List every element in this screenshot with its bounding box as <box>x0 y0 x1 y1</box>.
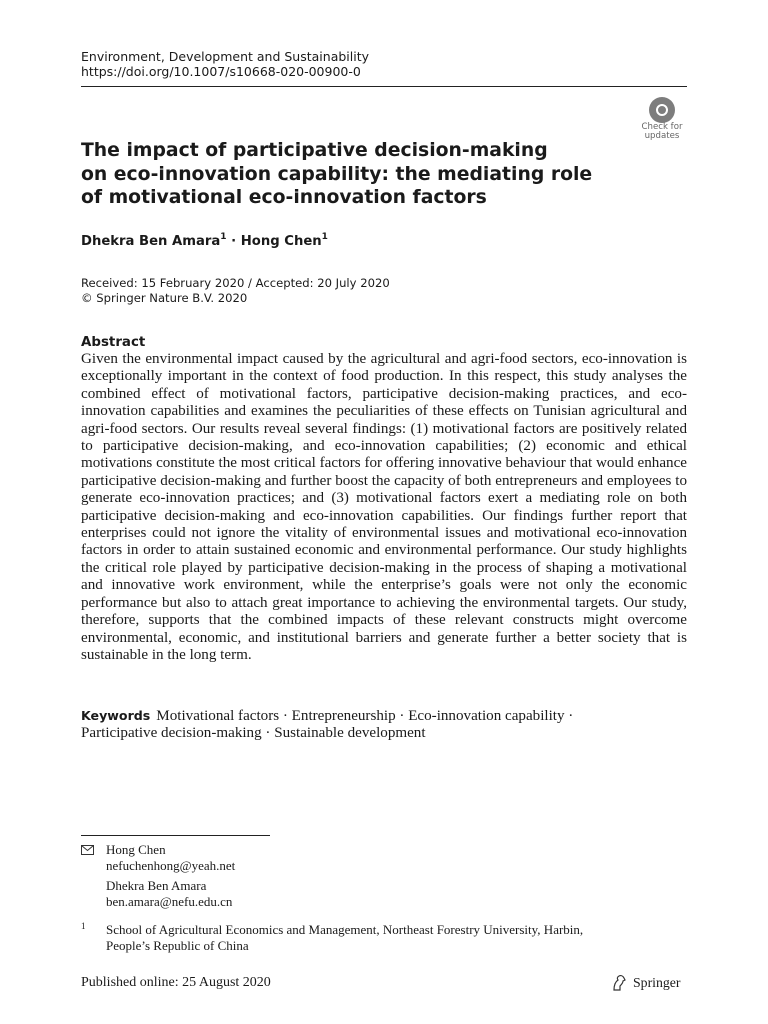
affiliation-marker: 1 <box>321 232 328 242</box>
title-line-1: The impact of participative decision-making <box>81 140 548 161</box>
publisher-name: Springer <box>633 974 681 990</box>
second-contact <box>106 878 232 909</box>
springer-logo[interactable] <box>611 974 681 991</box>
article-title <box>81 139 601 210</box>
keywords <box>81 707 687 743</box>
corresponding-contact <box>106 842 235 873</box>
affiliation-line-1: School of Agricultural Economics and Management, Northeast Forestry University, Harbin, <box>106 922 584 937</box>
envelope-icon <box>81 845 94 855</box>
check-for-updates-badge[interactable] <box>636 97 688 143</box>
contact-name: Hong Chen <box>106 842 166 857</box>
header-rule <box>81 86 687 87</box>
keywords-line-1: Motivational factors · Entrepreneurship · Eco-innovation capability · <box>156 708 574 724</box>
article-dates <box>81 276 390 306</box>
abstract-heading: Abstract <box>81 335 146 350</box>
abstract-text: Given the environmental impact caused by the agricultural and agri-food sectors, eco-innovation is exceptionally important in the context of food production. In this respect, this study analyses the combined effect of motivational factors, participative decision-making practices, and eco-innovation capabilities and examines the peculiarities of these effects on Tunisian agricultural and agri-food sectors. Our results reveal several findings: (1) motivational factors are positively related to participative decision-making, and eco-innovation capabilities; (2) economic and ethical motivations constitute the most critical factors for offering innovative behaviour that would enhance participative decision-making and further boost the capacity of both entrepreneurs and employees to generate eco-innovation practices; and (3) motivational factors exert a mediating role on both participative decision-making and eco-innovation capabilities. Our findings further report that enterprises could not ignore the vitality of environmental issues and motivational eco-innovation factors in order to attain sustained economic and environmental performance. Our study highlights the critical role played by participative decision-making in the process of shaping a motivational and innovative work environment, while the enterprise’s goals were not only the economic performance but also to attach great importance to achieving the environmental targets. Our study, therefore, supports that the combined impacts of these relevant constructs might overcome environmental, economic, and institutional barriers and generate further a better society that is sustainable in the long term. <box>81 351 687 663</box>
published-online: Published online: 25 August 2020 <box>81 975 271 990</box>
received-accepted: Received: 15 February 2020 / Accepted: 20 July 2020 <box>81 276 390 290</box>
author-name[interactable]: Dhekra Ben Amara <box>81 234 221 249</box>
affiliation-number: 1 <box>81 921 86 931</box>
affiliation <box>106 922 666 953</box>
badge-line-2: updates <box>644 131 680 141</box>
affiliation-line-2: People’s Republic of China <box>106 937 249 953</box>
badge-line-1: Check for <box>641 122 683 132</box>
contact-email[interactable]: ben.amara@nefu.edu.cn <box>106 893 233 909</box>
keywords-line-2: Participative decision-making · Sustainable development <box>81 725 426 742</box>
doi-link[interactable]: https://doi.org/10.1007/s10668-020-00900-0 <box>81 64 361 79</box>
copyright: © Springer Nature B.V. 2020 <box>81 291 248 305</box>
author-list <box>81 232 328 249</box>
author-name[interactable]: Hong Chen <box>240 234 322 249</box>
contact-name: Dhekra Ben Amara <box>106 878 207 893</box>
title-line-2: on eco-innovation capability: the mediating role <box>81 163 593 185</box>
footnote-rule <box>81 835 270 836</box>
check-updates-icon <box>649 97 675 123</box>
author-separator: · <box>226 234 241 249</box>
journal-name: Environment, Development and Sustainability <box>81 49 370 64</box>
affiliation-marker: 1 <box>220 232 227 242</box>
journal-header <box>81 49 369 79</box>
springer-horse-icon <box>611 974 627 991</box>
contact-email[interactable]: nefuchenhong@yeah.net <box>106 857 236 873</box>
keywords-label: Keywords <box>81 708 151 723</box>
title-line-3: of motivational eco-innovation factors <box>81 187 487 208</box>
